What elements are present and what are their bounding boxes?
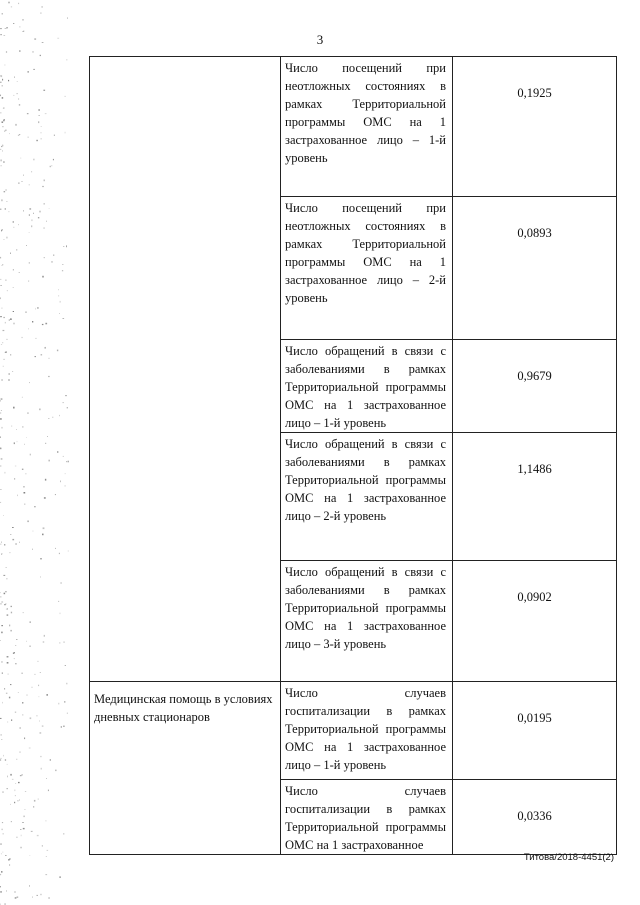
page-number: 3 — [316, 32, 324, 47]
indicator-text: Число посещений при неотложных состояниях в рамках Территориальной программы ОМС на 1 застрахованное лицо – 2-й уровень — [285, 201, 446, 305]
indicator-text: Число обращений в связи с заболеваниями в рамках Территориальной программы ОМС на 1 застрахованное лицо – 1-й уровень — [285, 344, 446, 430]
section-cell-empty — [90, 57, 281, 682]
value-cell — [453, 340, 617, 433]
value-cell — [453, 197, 617, 340]
indicator-value: 1,1486 — [517, 462, 552, 476]
indicator-value: 0,9679 — [517, 369, 552, 383]
indicator-cell — [281, 197, 453, 340]
section-label: Медицинская помощь в условиях дневных стационаров — [94, 692, 273, 724]
indicator-cell — [281, 682, 453, 780]
table-row — [90, 57, 617, 197]
value-cell — [453, 682, 617, 780]
document-reference: Титова/2018-4451(2) — [523, 852, 614, 863]
value-cell — [453, 561, 617, 682]
indicator-text: Число посещений при неотложных состояниях в рамках Территориальной программы ОМС на 1 застрахованное лицо – 1-й уровень — [285, 61, 446, 165]
table-row — [90, 682, 617, 780]
value-cell — [453, 780, 617, 855]
indicator-value: 0,0893 — [517, 226, 552, 240]
indicator-value: 0,0902 — [517, 590, 552, 604]
value-cell — [453, 57, 617, 197]
indicator-text: Число случаев госпитализации в рамках Территориальной программы ОМС на 1 застрахованное — [285, 784, 446, 852]
indicator-value: 0,0195 — [517, 711, 552, 725]
indicator-cell — [281, 780, 453, 855]
indicator-text: Число случаев госпитализации в рамках Территориальной программы ОМС на 1 застрахованное лицо – 1-й уровень — [285, 686, 446, 772]
indicator-cell — [281, 561, 453, 682]
indicator-cell — [281, 340, 453, 433]
indicator-cell — [281, 57, 453, 197]
indicator-text: Число обращений в связи с заболеваниями в рамках Территориальной программы ОМС на 1 застрахованное лицо – 2-й уровень — [285, 437, 446, 523]
section-cell-day-hospital — [90, 682, 281, 855]
indicator-text: Число обращений в связи с заболеваниями в рамках Территориальной программы ОМС на 1 застрахованное лицо – 3-й уровень — [285, 565, 446, 651]
indicators-table — [89, 56, 617, 855]
indicator-value: 0,1925 — [517, 86, 552, 100]
scan-edge-noise — [0, 0, 70, 905]
value-cell — [453, 433, 617, 561]
indicator-value: 0,0336 — [517, 809, 552, 823]
indicator-cell — [281, 433, 453, 561]
